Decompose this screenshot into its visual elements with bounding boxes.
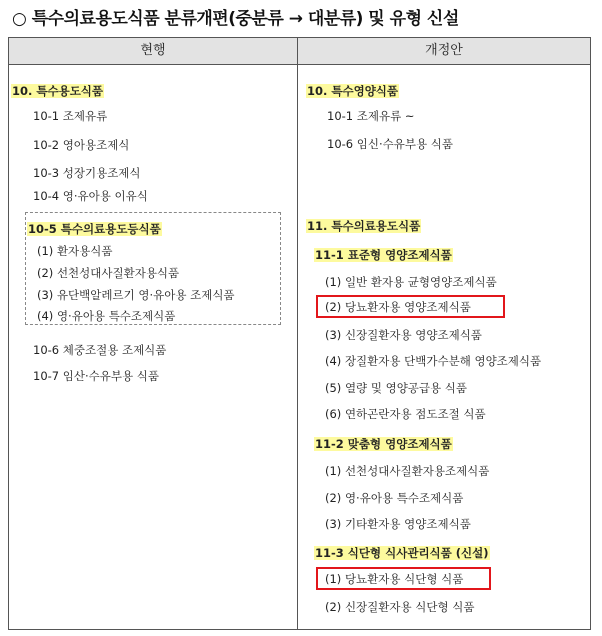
list-item: 10-4 영·유아용 이유식 xyxy=(33,189,148,203)
list-item: (4) 영·유아용 특수조제식품 xyxy=(37,309,176,323)
list-item: (3) 유단백알레르기 영·유아용 조제식품 xyxy=(37,288,235,302)
list-item: 10-3 성장기용조제식 xyxy=(33,166,141,180)
comparison-table xyxy=(8,37,591,630)
list-item: (1) 선천성대사질환자용조제식품 xyxy=(325,464,490,478)
list-item: 10-7 임산·수유부용 식품 xyxy=(33,369,159,383)
list-item: 10-6 체중조절용 조제식품 xyxy=(33,343,167,357)
list-item: (4) 장질환자용 단백가수분해 영양조제식품 xyxy=(325,354,542,368)
column-divider xyxy=(297,38,298,629)
header-revised: 개정안 xyxy=(425,43,463,58)
list-item: (2) 신장질환자용 식단형 식품 xyxy=(325,600,475,614)
header-current: 현행 xyxy=(140,43,166,58)
table-header xyxy=(9,38,590,65)
revised-subgroup-11-1: 11-1 표준형 영양조제식품 xyxy=(315,248,452,262)
revised-group-10: 10. 특수영양식품 xyxy=(307,84,399,98)
list-item: 10-1 조제유류 ~ xyxy=(327,109,415,123)
current-group-10: 10. 특수용도식품 xyxy=(12,84,104,98)
list-item: (1) 환자용식품 xyxy=(37,244,113,258)
list-item: (3) 신장질환자용 영양조제식품 xyxy=(325,328,482,342)
list-item: (3) 기타환자용 영양조제식품 xyxy=(325,517,471,531)
list-item: (2) 선천성대사질환자용식품 xyxy=(37,266,180,280)
list-item: (2) 영·유아용 특수조제식품 xyxy=(325,491,464,505)
page-title: ○ 특수의료용도식품 분류개편(중분류 → 대분류) 및 유형 신설 xyxy=(12,9,459,29)
list-item: 10-6 임신·수유부용 식품 xyxy=(327,137,453,151)
list-item: (5) 열량 및 영양공급용 식품 xyxy=(325,381,468,395)
list-item: (2) 당뇨환자용 영양조제식품 xyxy=(325,300,471,314)
revised-group-11: 11. 특수의료용도식품 xyxy=(307,219,421,233)
revised-subgroup-11-2: 11-2 맞춤형 영양조제식품 xyxy=(315,437,452,451)
list-item: (6) 연하곤란자용 점도조절 식품 xyxy=(325,407,486,421)
revised-subgroup-11-3: 11-3 식단형 식사관리식품 (신설) xyxy=(315,546,489,560)
list-item: 10-2 영아용조제식 xyxy=(33,138,130,152)
list-item: (1) 일반 환자용 균형영양조제식품 xyxy=(325,275,497,289)
list-item: 10-1 조제유류 xyxy=(33,109,108,123)
list-item: (1) 당뇨환자용 식단형 식품 xyxy=(325,572,464,586)
current-subgroup-10-5: 10-5 특수의료용도등식품 xyxy=(28,222,161,236)
